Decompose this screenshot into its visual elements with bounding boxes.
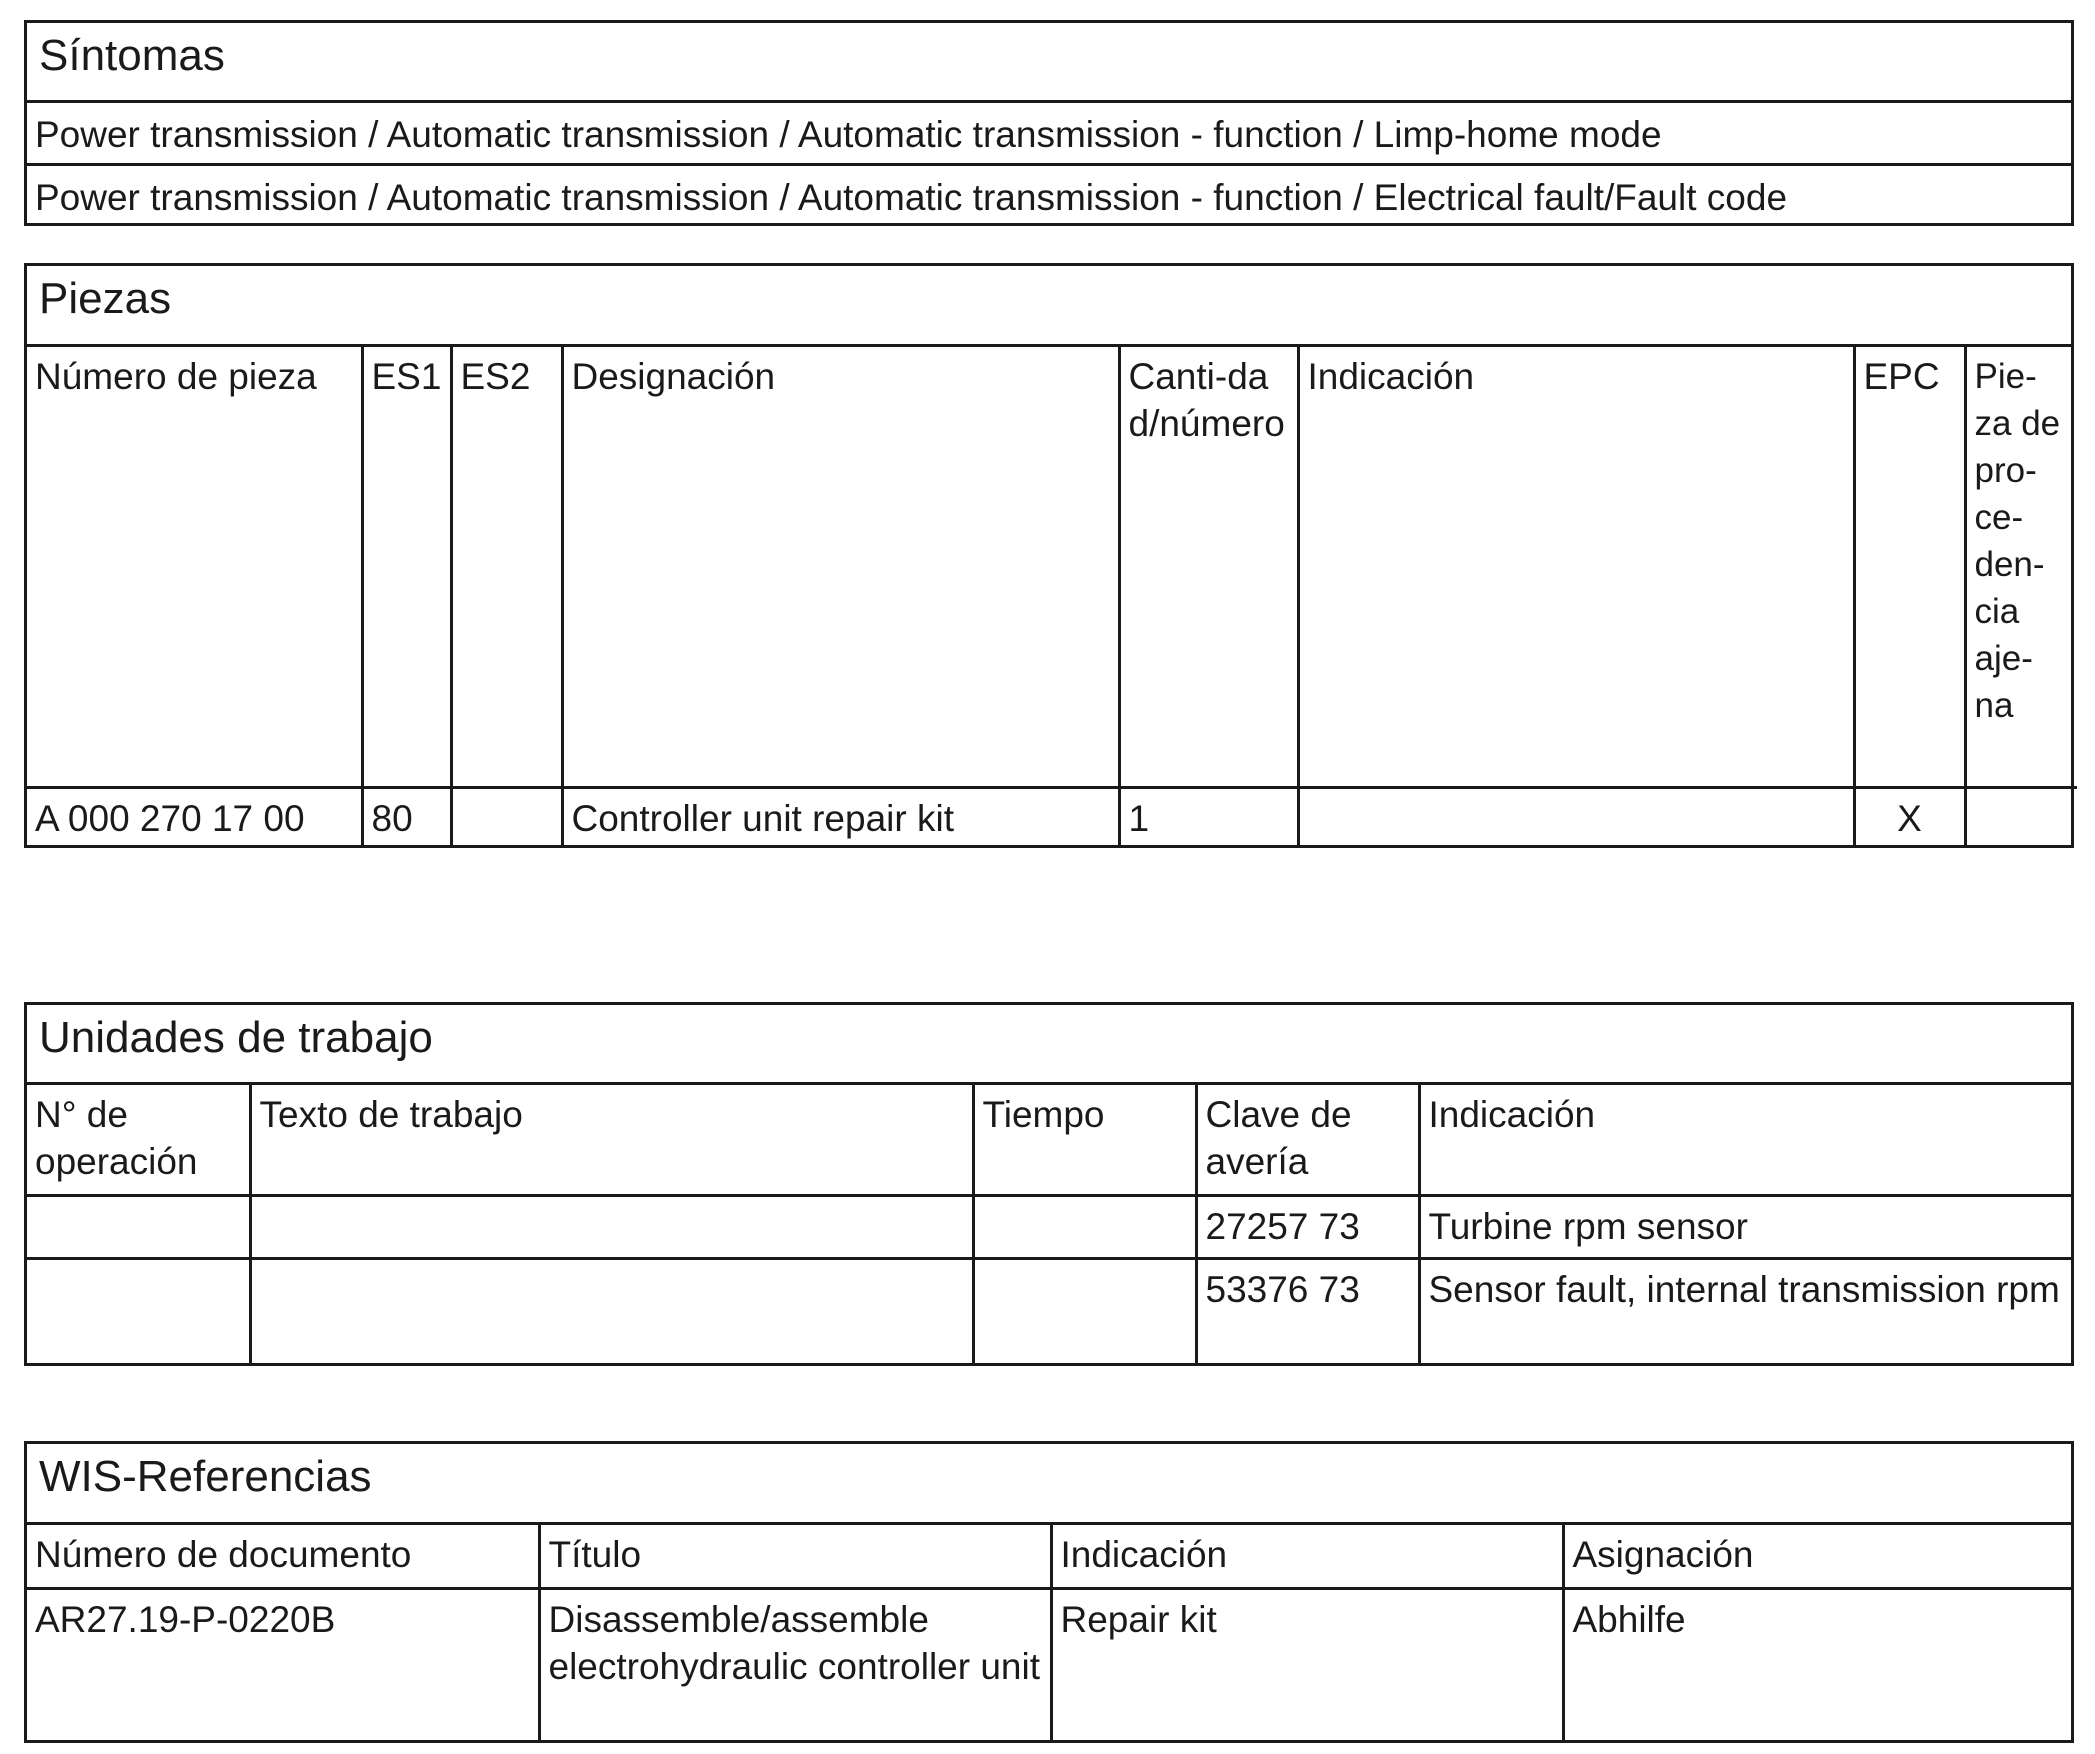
cell-pieza-ajena — [1965, 787, 2077, 848]
header-designacion: Designación — [562, 347, 1119, 787]
cell-epc: X — [1854, 787, 1965, 848]
sintomas-section — [24, 20, 2074, 226]
wis-header-row — [27, 1525, 2071, 1588]
cell-es2 — [451, 787, 562, 848]
cell-cantidad: 1 — [1119, 787, 1298, 848]
header-numero-pieza: Número de pieza — [27, 347, 362, 787]
cell-texto — [250, 1258, 973, 1366]
header-clave: Clave de avería — [1196, 1085, 1419, 1195]
header-documento: Número de documento — [27, 1525, 539, 1588]
header-epc: EPC — [1854, 347, 1965, 787]
cell-designacion: Controller unit repair kit — [562, 787, 1119, 848]
wis-section — [24, 1441, 2074, 1743]
cell-operacion — [27, 1258, 250, 1366]
cell-texto — [250, 1195, 973, 1258]
header-titulo: Título — [539, 1525, 1051, 1588]
cell-tiempo — [973, 1258, 1196, 1366]
cell-es1: 80 — [362, 787, 451, 848]
cell-indicacion: Repair kit — [1051, 1588, 1563, 1740]
header-cantidad: Canti-dad/número — [1119, 347, 1298, 787]
header-indicacion: Indicación — [1419, 1085, 2071, 1195]
cell-indicacion: Sensor fault, internal transmission rpm — [1419, 1258, 2071, 1366]
header-es2: ES2 — [451, 347, 562, 787]
piezas-header-row — [27, 347, 2077, 787]
cell-numero: A 000 270 17 00 — [27, 787, 362, 848]
cell-titulo: Disassemble/assemble electrohydraulic controller unit — [539, 1588, 1051, 1740]
table-row — [27, 1588, 2071, 1740]
cell-operacion — [27, 1195, 250, 1258]
header-indicacion: Indicación — [1298, 347, 1854, 787]
cell-asignacion: Abhilfe — [1563, 1588, 2071, 1740]
unidades-header-row — [27, 1085, 2071, 1195]
wis-table — [27, 1525, 2071, 1740]
cell-tiempo — [973, 1195, 1196, 1258]
cell-indicacion: Turbine rpm sensor — [1419, 1195, 2071, 1258]
piezas-section — [24, 263, 2074, 848]
table-row — [27, 1258, 2071, 1366]
cell-indicacion — [1298, 787, 1854, 848]
piezas-table — [27, 347, 2077, 848]
wis-title: WIS-Referencias — [27, 1444, 2071, 1525]
table-row — [27, 787, 2077, 848]
header-indicacion: Indicación — [1051, 1525, 1563, 1588]
unidades-table — [27, 1085, 2071, 1366]
header-tiempo: Tiempo — [973, 1085, 1196, 1195]
cell-clave: 27257 73 — [1196, 1195, 1419, 1258]
piezas-title: Piezas — [27, 266, 2071, 347]
header-asignacion: Asignación — [1563, 1525, 2071, 1588]
header-operacion: N° de operación — [27, 1085, 250, 1195]
sintoma-row: Power transmission / Automatic transmission / Automatic transmission - function / Electrical fault/Fault code — [35, 177, 1788, 218]
sintoma-row: Power transmission / Automatic transmission / Automatic transmission - function / Limp-home mode — [27, 103, 2071, 166]
sintomas-title: Síntomas — [27, 23, 2071, 103]
header-pieza-ajena: Pie-za de pro-ce-den-cia aje-na — [1965, 347, 2077, 787]
cell-clave: 53376 73 — [1196, 1258, 1419, 1366]
unidades-section — [24, 1002, 2074, 1366]
cell-documento[interactable]: AR27.19-P-0220B — [27, 1588, 539, 1740]
table-row — [27, 1195, 2071, 1258]
header-texto: Texto de trabajo — [250, 1085, 973, 1195]
unidades-title: Unidades de trabajo — [27, 1005, 2071, 1085]
header-es1: ES1 — [362, 347, 451, 787]
